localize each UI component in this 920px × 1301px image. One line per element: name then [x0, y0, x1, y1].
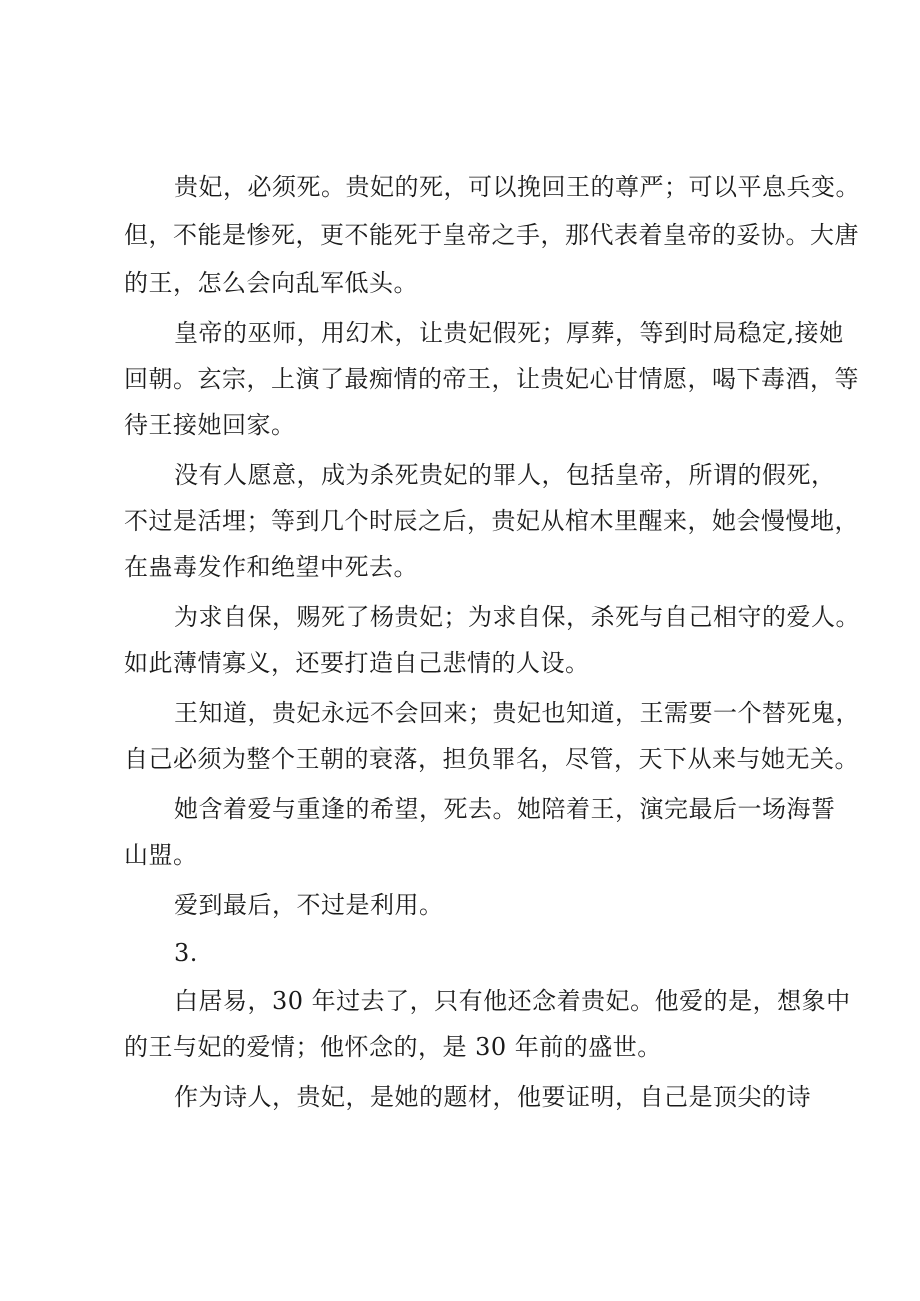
paragraph-line: 皇帝的巫师，用幻术，让贵妃假死；厚葬，等到时局稳定,接她: [174, 319, 844, 347]
paragraph-line: 待王接她回家。: [124, 411, 296, 439]
paragraph-line: 没有人愿意，成为杀死贵妃的罪人，包括皇帝，所谓的假死，: [174, 461, 836, 489]
paragraph-line: 的王与妃的爱情；他怀念的，是 30 年前的盛世。: [124, 1033, 662, 1061]
paragraph-line: 为求自保，赐死了杨贵妃；为求自保，杀死与自己相守的爱人。: [174, 603, 860, 631]
paragraph-line: 的王，怎么会向乱军低头。: [124, 269, 418, 297]
paragraph-line: 不过是活埋；等到几个时辰之后，贵妃从棺木里醒来，她会慢慢地，: [124, 507, 859, 535]
paragraph-line: 回朝。玄宗，上演了最痴情的帝王，让贵妃心甘情愿，喝下毒酒，等: [124, 365, 859, 393]
section-number: 3.: [174, 939, 198, 967]
paragraph-line: 但，不能是惨死，更不能死于皇帝之手，那代表着皇帝的妥协。大唐: [124, 221, 859, 249]
paragraph-line: 在蛊毒发作和绝望中死去。: [124, 553, 418, 581]
paragraph-line: 爱到最后，不过是利用。: [174, 891, 444, 919]
paragraph-line: 山盟。: [124, 841, 198, 869]
paragraph-line: 贵妃，必须死。贵妃的死，可以挽回王的尊严；可以平息兵变。: [174, 173, 860, 201]
paragraph-line: 她含着爱与重逢的希望，死去。她陪着王，演完最后一场海誓: [174, 795, 836, 823]
paragraph-line: 自己必须为整个王朝的衰落，担负罪名，尽管，天下从来与她无关。: [124, 745, 859, 773]
paragraph-line: 作为诗人，贵妃，是她的题材，他要证明，自己是顶尖的诗: [174, 1083, 811, 1111]
paragraph-line: 白居易，30 年过去了，只有他还念着贵妃。他爱的是，想象中: [174, 987, 851, 1015]
paragraph-line: 王知道，贵妃永远不会回来；贵妃也知道，王需要一个替死鬼，: [174, 699, 860, 727]
paragraph-line: 如此薄情寡义，还要打造自己悲情的人设。: [124, 649, 590, 677]
